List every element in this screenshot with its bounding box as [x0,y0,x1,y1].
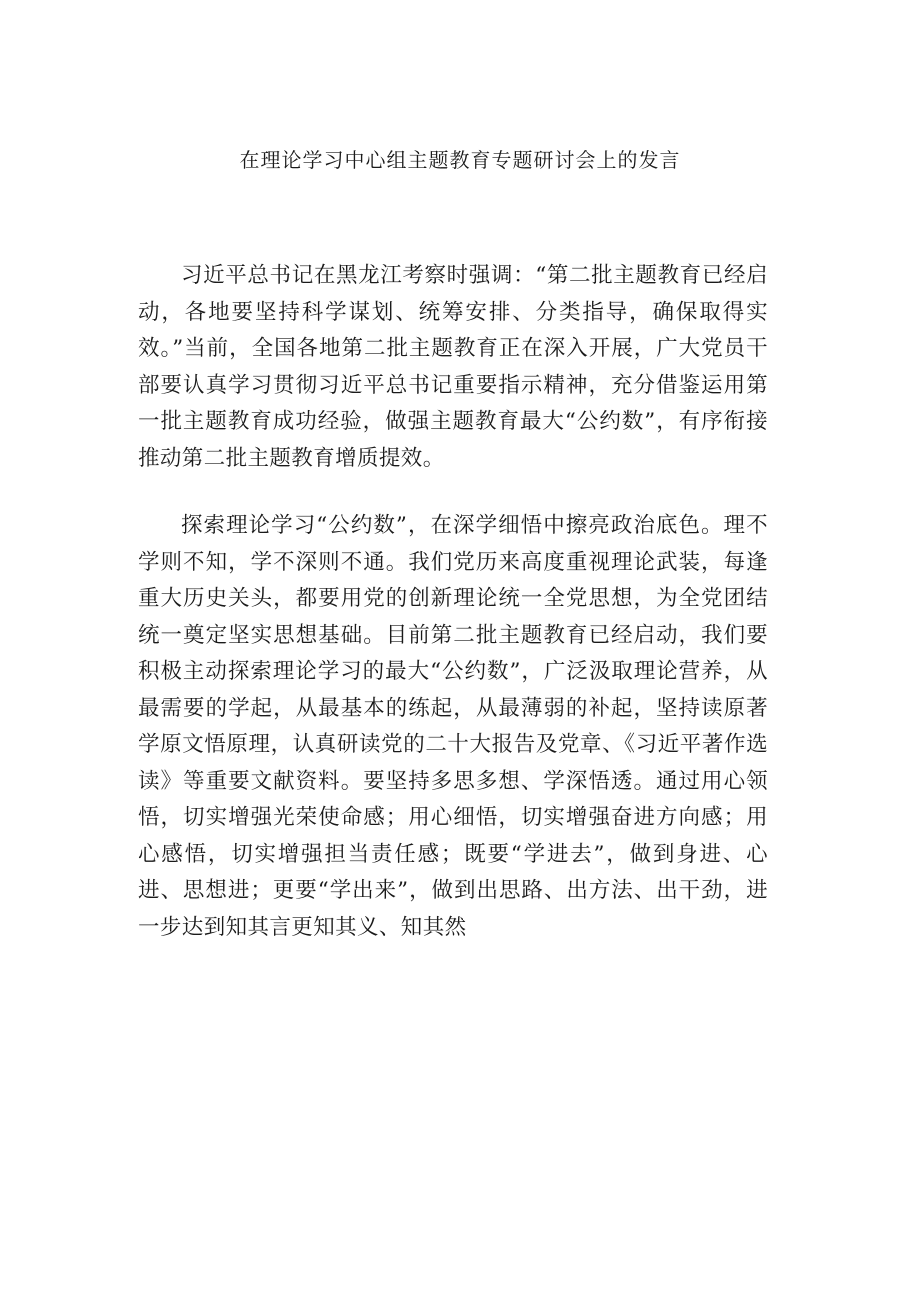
document-body [138,258,768,946]
paragraph-gap [138,477,768,508]
document-title: 在理论学习中心组主题教育专题研讨会上的发言 [239,148,681,172]
paragraph-2: 探索理论学习“公约数”，在深学细悟中擦亮政治底色。理不学则不知，学不深则不通。我们党历来高度重视理论武装，每逢重大历史关头，都要用党的创新理论统一全党思想，为全党团结统一奠定坚实思想基础。目前第二批主题教育已经启动，我们要积极主动探索理论学习的最大“公约数”，广泛汲取理论营养，从最需要的学起，从最基本的练起，从最薄弱的补起，坚持读原著学原文悟原理，认真研读党的二十大报告及党章、《习近平著作选读》等重要文献资料。要坚持多思多想、学深悟透。通过用心领悟，切实增强光荣使命感；用心细悟，切实增强奋进方向感；用心感悟，切实增强担当责任感；既要“学进去”，做到身进、心进、思想进；更要“学出来”，做到出思路、出方法、出干劲，进一步达到知其言更知其义、知其然 [138,513,768,940]
paragraph-1: 习近平总书记在黑龙江考察时强调：“第二批主题教育已经启动，各地要坚持科学谋划、统筹安排、分类指导，确保取得实效。”当前，全国各地第二批主题教育正在深入开展，广大党员干部要认真学习贯彻习近平总书记重要指示精神，充分借鉴运用第一批主题教育成功经验，做强主题教育最大“公约数”，有序衔接推动第二批主题教育增质提效。 [138,263,768,471]
